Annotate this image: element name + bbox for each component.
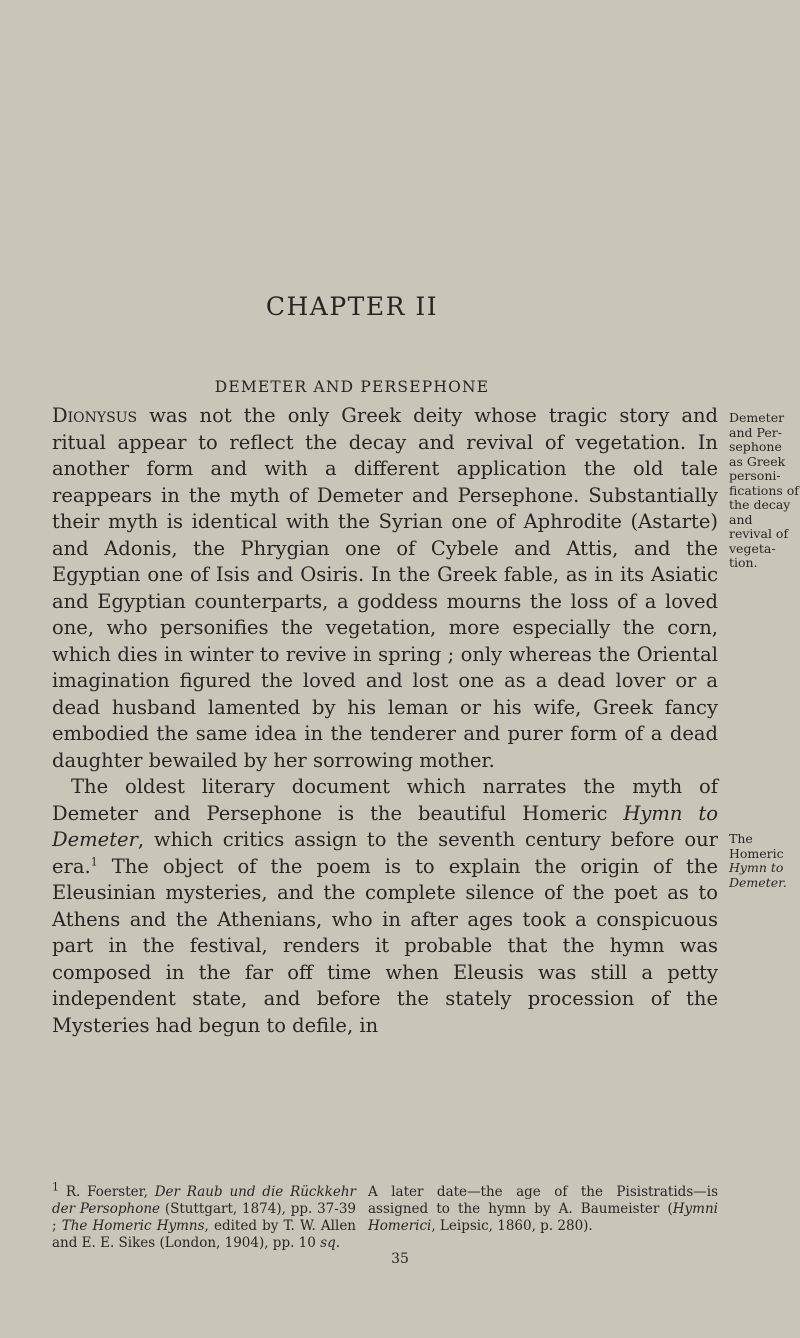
footnote-italic: Der Raub und die Rückkehr der Persophone — [52, 1184, 356, 1217]
margin-note-2-italic: Hymn to Demeter. — [729, 860, 787, 890]
footnote-italic: The Homeric Hymns — [61, 1218, 205, 1234]
footnote-italic: sq. — [320, 1235, 341, 1251]
margin-note-2-text: The Homeric — [729, 831, 784, 861]
paragraph-2-text-b: , which critics assign to the seventh century before our era. — [52, 828, 718, 878]
paragraph-1 — [52, 403, 718, 774]
main-text — [52, 403, 718, 1039]
margin-note-1: Demeter and Persephone as Greek personifications of the decay and revival of vegetation. — [729, 410, 799, 570]
opening-word: Dionysus — [52, 404, 138, 427]
margin-note-2 — [729, 832, 799, 890]
footnote-text: A later date—the age of the Pisistratids—is assigned to the hymn by A. Baumeister ( — [368, 1184, 718, 1217]
paragraph-2-text-a: The oldest literary document which narrates the myth of Demeter and Persephone is the beautiful Homeric — [52, 775, 718, 825]
paragraph-2 — [52, 774, 718, 1039]
paragraph-2-text-c: The object of the poem is to explain the origin of the Eleusinian mysteries, and the complete silence of the poet as to Athens and the Athenians, who in after ages took a conspicuous part in the festival, renders it probable that the hymn was composed in the far off time when Eleusis was still a petty independent state, and before the stately procession of the Mysteries had begun to defile, in — [52, 854, 718, 1037]
footnote-right-column — [368, 1184, 718, 1235]
footnote-text: , edited by T. W. Allen and E. E. Sikes (London, 1904), pp. 10 — [52, 1218, 356, 1251]
chapter-heading: CHAPTER II — [265, 292, 439, 321]
footnote-italic: Hymni Homerici — [368, 1201, 718, 1234]
chapter-title: DEMETER AND PERSEPHONE — [214, 378, 490, 396]
footnote-left-column — [52, 1180, 356, 1252]
hymn-title: Hymn to Demeter — [52, 801, 718, 851]
footnote-ref: 1 — [90, 855, 98, 868]
footnote-number: 1 — [52, 1180, 59, 1194]
page-number: 35 — [391, 1251, 409, 1267]
footnote-text: (Stuttgart, 1874), pp. 37-39 ; — [52, 1201, 356, 1234]
paragraph-1-text: was not the only Greek deity whose tragic story and ritual appear to reflect the decay and revival of vegetation. In another form and with a different application the old tale reappears in the myth of Demeter and Persephone. Substantially their myth is identical with the Syrian one of Aphrodite (Astarte) and Adonis, the Phrygian one of Cybele and Attis, and the Egyptian one of Isis and Osiris. In the Greek fable, as in its Asiatic and Egyptian counterparts, a goddess mourns the loss of a loved one, who personifies the vegetation, more especially the corn, which dies in winter to revive in spring ; only whereas the Oriental imagination figured the loved and lost one as a dead lover or a dead husband lamented by his leman or his wife, Greek fancy embodied the same idea in the tenderer and purer form of a dead daughter bewailed by her sorrowing mother. — [52, 404, 718, 772]
footnote-text: R. Foerster, — [59, 1184, 155, 1200]
footnote-text: , Leipsic, 1860, p. 280). — [431, 1218, 593, 1234]
